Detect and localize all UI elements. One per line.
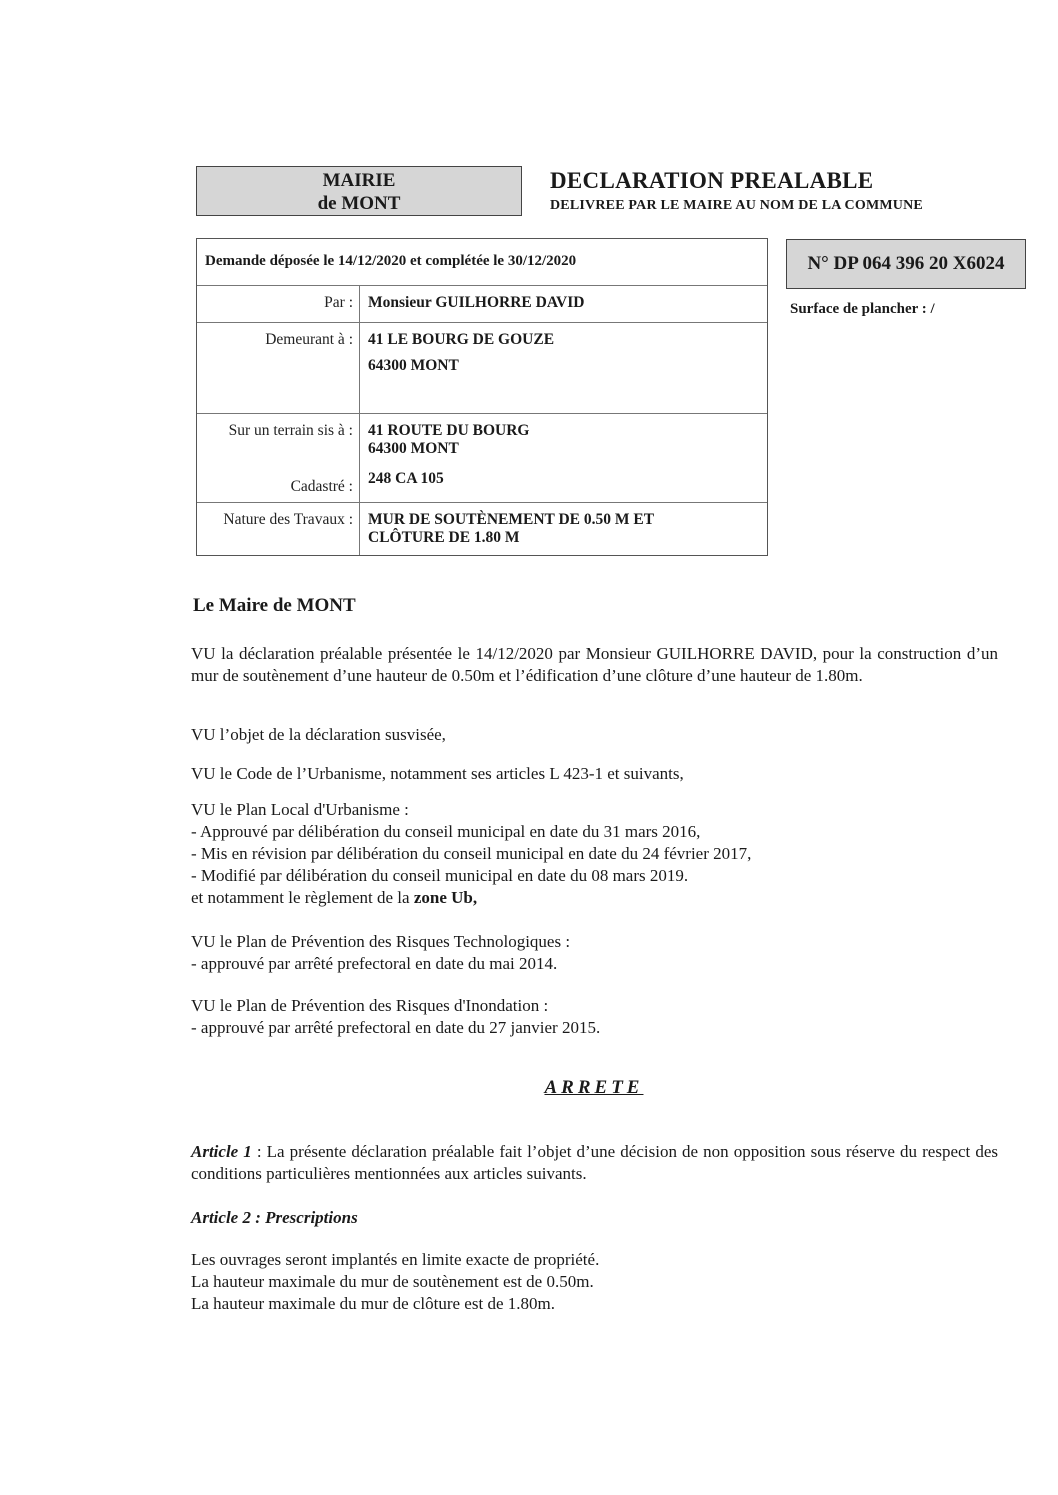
row-par	[197, 285, 767, 322]
demeurant-label: Demeurant à :	[265, 331, 353, 348]
terrain-value	[359, 414, 767, 502]
vu-plu	[191, 799, 998, 909]
plu-item-4-prefix: et notamment le règlement de la	[191, 888, 414, 907]
nature-value	[359, 503, 767, 555]
terrain-label: Sur un terrain sis à :	[228, 422, 353, 439]
plu-item-2: - Mis en révision par délibération du conseil municipal en date du 24 février 2017,	[191, 844, 752, 863]
article-1	[191, 1141, 998, 1185]
article-2-title: Article 2 : Prescriptions	[191, 1208, 358, 1227]
nature-line1: MUR DE SOUTÈNEMENT DE 0.50 M ET	[368, 511, 655, 528]
nature-label: Nature des Travaux :	[223, 511, 353, 528]
vu-ppri	[191, 995, 998, 1039]
vu-objet: VU l’objet de la déclaration susvisée,	[191, 725, 446, 744]
demande-heading: Demande déposée le 14/12/2020 et complétée le 30/12/2020	[205, 253, 577, 269]
nature-line2: CLÔTURE DE 1.80 M	[368, 529, 520, 546]
article-2-line3: La hauteur maximale du mur de clôture est de 1.80m.	[191, 1294, 555, 1313]
row-demeurant	[197, 322, 767, 413]
par-label: Par :	[324, 294, 353, 311]
plu-item-4	[191, 887, 998, 909]
vu-code-urbanisme: VU le Code de l’Urbanisme, notamment ses articles L 423-1 et suivants,	[191, 764, 684, 783]
document-subtitle: DELIVREE PAR LE MAIRE AU NOM DE LA COMMUNE	[550, 198, 923, 213]
dp-number-box: N° DP 064 396 20 X6024	[786, 239, 1026, 289]
document-title: DECLARATION PREALABLE	[550, 168, 874, 193]
demande-table	[196, 238, 768, 556]
article-2-line2: La hauteur maximale du mur de soutènement est de 0.50m.	[191, 1272, 594, 1291]
mairie-line1: MAIRIE	[322, 170, 396, 191]
article-1-title: Article 1	[191, 1142, 252, 1161]
demeurant-value	[359, 323, 767, 413]
terrain-line2: 64300 MONT	[368, 440, 459, 457]
arrete-heading: ARRETE	[544, 1077, 644, 1098]
plu-title: VU le Plan Local d'Urbanisme :	[191, 800, 409, 819]
terrain-labels	[197, 414, 359, 502]
article-1-text: : La présente déclaration préalable fait l’objet d’une décision de non opposition sous réserve du respect des conditions particulières mentionnées aux articles suivants.	[191, 1142, 998, 1183]
ppri-item-1: - approuvé par arrêté prefectoral en date du 27 janvier 2015.	[191, 1018, 601, 1037]
vu-declaration: VU la déclaration préalable présentée le 14/12/2020 par Monsieur GUILHORRE DAVID, pour la construction d’un mur de soutènement d’une hauteur de 0.50m et l’édification d’une clôture d’une hauteur de 1.80m.	[191, 644, 998, 685]
ppri-title: VU le Plan de Prévention des Risques d'Inondation :	[191, 996, 549, 1015]
maire-title: Le Maire de MONT	[193, 595, 356, 616]
row-nature	[197, 502, 767, 555]
demeurant-line2: 64300 MONT	[368, 357, 459, 374]
article-2-body	[191, 1249, 998, 1315]
pprt-item-1: - approuvé par arrêté prefectoral en date du mai 2014.	[191, 954, 558, 973]
terrain-line1: 41 ROUTE DU BOURG	[368, 422, 530, 439]
plu-zone: zone Ub,	[413, 888, 478, 907]
pprt-title: VU le Plan de Prévention des Risques Technologiques :	[191, 932, 571, 951]
vu-pprt	[191, 931, 998, 975]
cadastre-value: 248 CA 105	[368, 470, 444, 487]
mairie-line2: de MONT	[317, 193, 401, 214]
plu-item-1: - Approuvé par délibération du conseil municipal en date du 31 mars 2016,	[191, 822, 701, 841]
mairie-box	[196, 166, 522, 216]
article-2-line1: Les ouvrages seront implantés en limite exacte de propriété.	[191, 1250, 600, 1269]
row-terrain	[197, 413, 767, 502]
cadastre-label: Cadastré :	[290, 478, 353, 495]
plu-item-3: - Modifié par délibération du conseil municipal en date du 08 mars 2019.	[191, 866, 689, 885]
demeurant-line1: 41 LE BOURG DE GOUZE	[368, 331, 555, 348]
par-value: Monsieur GUILHORRE DAVID	[359, 286, 767, 322]
surface-plancher: Surface de plancher : /	[790, 301, 935, 317]
